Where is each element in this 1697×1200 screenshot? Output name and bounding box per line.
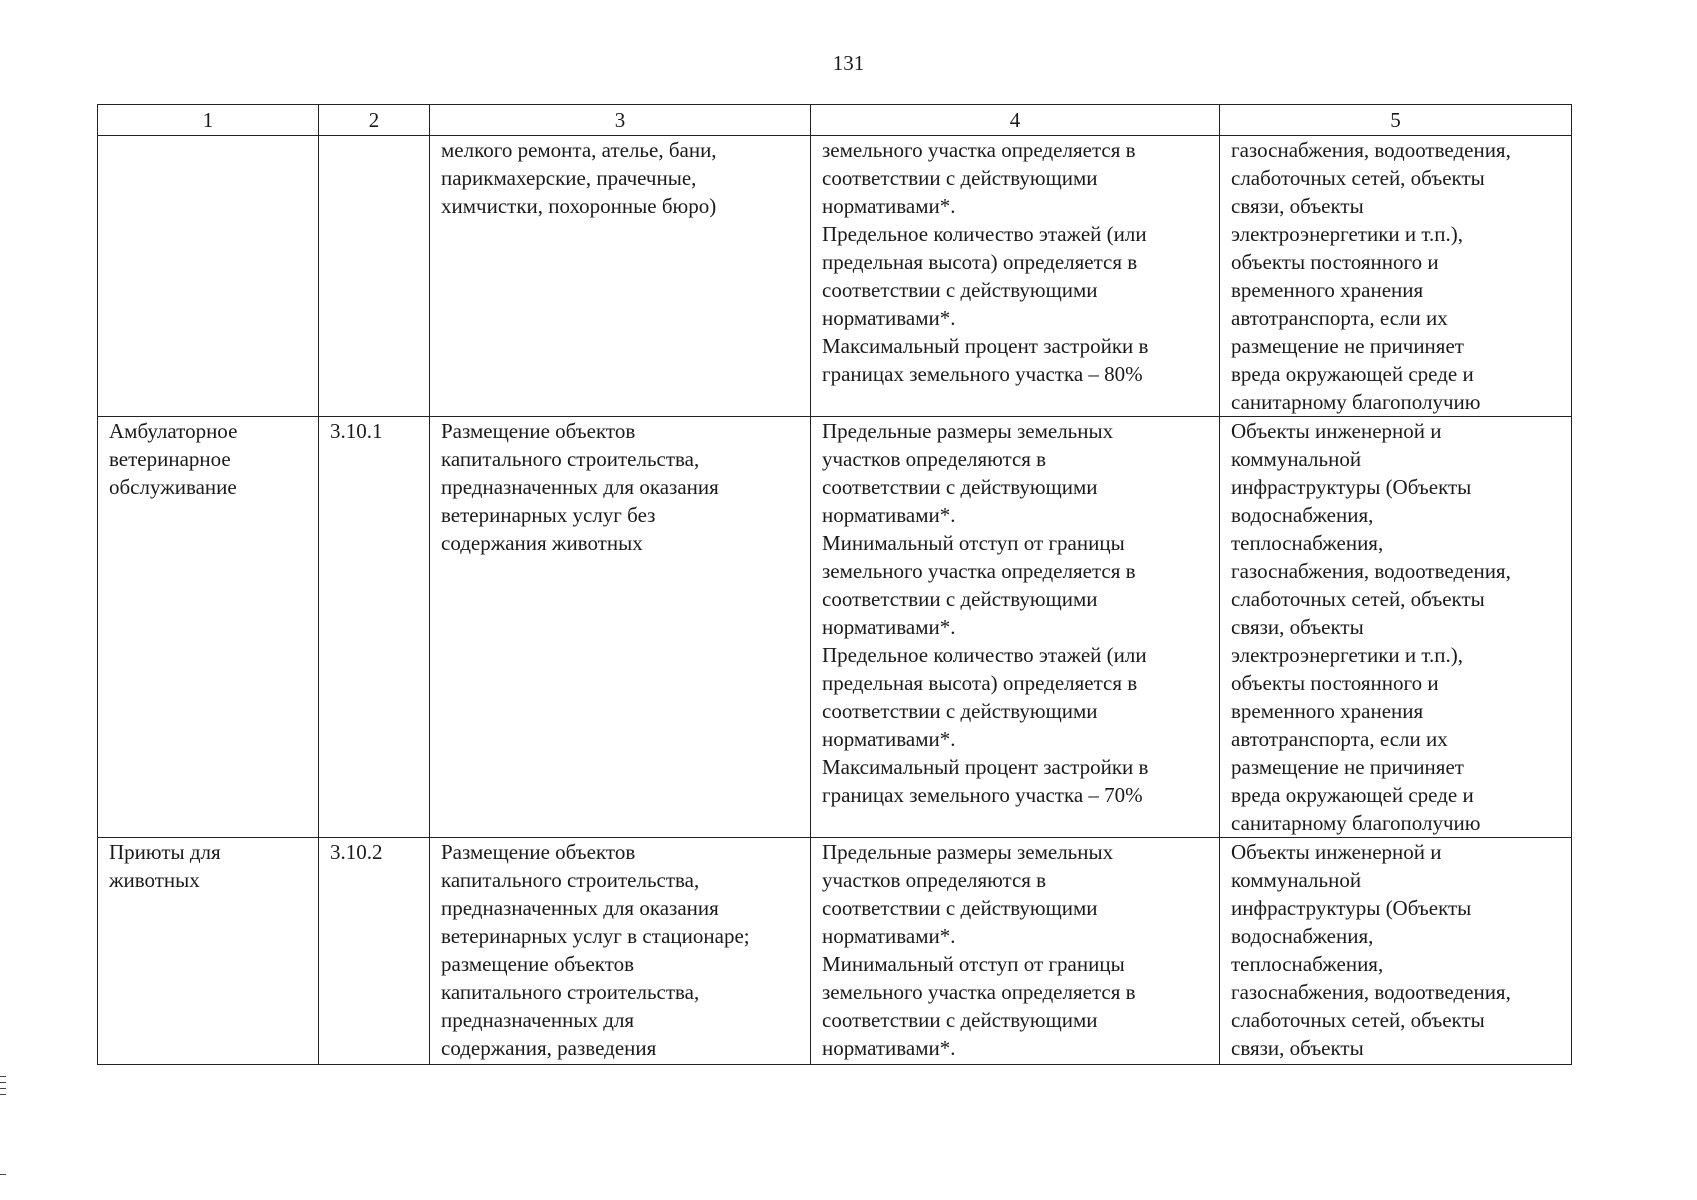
cell-text-line: размещение не причиняет (1231, 755, 1464, 779)
scan-margin-mark (0, 1094, 6, 1095)
code-cell (319, 136, 430, 417)
cell-text-line: предназначенных для оказания (441, 475, 719, 499)
cell-text-line: слаботочных сетей, объекты (1231, 1008, 1485, 1032)
column-header-3: 3 (430, 105, 811, 136)
cell-text-line: предельная высота) определяется в (822, 250, 1138, 274)
cell-text-line: электроэнергетики и т.п.), (1231, 222, 1463, 246)
cell-text-line: Максимальный процент застройки в (822, 334, 1149, 358)
cell-text-line: предназначенных для оказания (441, 896, 719, 920)
cell-text-line: временного хранения (1231, 699, 1424, 723)
parameters-cell (811, 417, 1220, 838)
auxiliary-uses-cell (1220, 838, 1572, 1065)
cell-text-line: нормативами*. (822, 503, 956, 527)
cell-text-line: соответствии с действующими (822, 1008, 1098, 1032)
cell-text-line: водоснабжения, (1231, 924, 1374, 948)
cell-text-line: соответствии с действующими (822, 896, 1098, 920)
cell-text-line: объекты постоянного и (1231, 671, 1439, 695)
cell-text-line: Предельное количество этажей (или (822, 643, 1147, 667)
code-cell: 3.10.1 (319, 417, 430, 838)
cell-text-line: нормативами*. (822, 727, 956, 751)
parameters-cell (811, 136, 1220, 417)
description-cell (430, 838, 811, 1065)
cell-text-line: земельного участка определяется в (822, 138, 1136, 162)
description-cell (430, 136, 811, 417)
cell-text-line: нормативами*. (822, 306, 956, 330)
cell-text-line: соответствии с действующими (822, 475, 1098, 499)
cell-text-line: мелкого ремонта, ателье, бани, (441, 138, 717, 162)
cell-text-line: размещение не причиняет (1231, 334, 1464, 358)
table-row (98, 136, 1572, 417)
cell-text-line: химчистки, похоронные бюро) (441, 194, 717, 218)
cell-text-line: Минимальный отступ от границы (822, 952, 1125, 976)
cell-text-line: теплоснабжения, (1231, 952, 1384, 976)
cell-text-line: газоснабжения, водоотведения, (1231, 559, 1511, 583)
cell-text-line: санитарному благополучию (1231, 811, 1481, 835)
cell-text-line: Размещение объектов (441, 840, 636, 864)
cell-text-line: связи, объекты (1231, 194, 1364, 218)
cell-text-line: электроэнергетики и т.п.), (1231, 643, 1463, 667)
use-type-cell (98, 136, 319, 417)
column-header-1: 1 (98, 105, 319, 136)
cell-text-line: объекты постоянного и (1231, 250, 1439, 274)
page-number: 131 (832, 51, 865, 75)
cell-text-line: Предельные размеры земельных (822, 840, 1114, 864)
cell-text-line: капитального строительства, (441, 868, 700, 892)
cell-text-line: временного хранения (1231, 278, 1424, 302)
column-header-5: 5 (1220, 105, 1572, 136)
cell-text-line: связи, объекты (1231, 615, 1364, 639)
scan-margin-mark (0, 1174, 6, 1175)
cell-text-line: Предельные размеры земельных (822, 419, 1114, 443)
description-cell (430, 417, 811, 838)
cell-text-line: парикмахерские, прачечные, (441, 166, 697, 190)
cell-text-line: капитального строительства, (441, 447, 700, 471)
parameters-cell (811, 838, 1220, 1065)
cell-text-line: обслуживание (109, 475, 237, 499)
land-use-table (97, 104, 1572, 1065)
table-row (98, 417, 1572, 838)
cell-text-line: нормативами*. (822, 615, 956, 639)
cell-text-line: Приюты для (109, 840, 221, 864)
cell-text-line: водоснабжения, (1231, 503, 1374, 527)
use-type-cell (98, 838, 319, 1065)
cell-text-line: предельная высота) определяется в (822, 671, 1138, 695)
code-cell: 3.10.2 (319, 838, 430, 1065)
cell-text-line: вреда окружающей среде и (1231, 362, 1474, 386)
cell-text-line: теплоснабжения, (1231, 531, 1384, 555)
cell-text-line: границах земельного участка – 80% (822, 362, 1143, 386)
cell-text-line: ветеринарных услуг без (441, 503, 656, 527)
cell-text-line: участков определяются в (822, 868, 1047, 892)
cell-text-line: земельного участка определяется в (822, 559, 1136, 583)
scan-margin-mark (0, 1088, 6, 1089)
auxiliary-uses-cell (1220, 136, 1572, 417)
cell-text-line: ветеринарных услуг в стационаре; (441, 924, 750, 948)
cell-text-line: нормативами*. (822, 1036, 956, 1060)
table-row (98, 838, 1572, 1065)
cell-text-line: автотранспорта, если их (1231, 727, 1448, 751)
use-type-cell (98, 417, 319, 838)
cell-text-line: автотранспорта, если их (1231, 306, 1448, 330)
cell-text-line: слаботочных сетей, объекты (1231, 166, 1485, 190)
cell-text-line: инфраструктуры (Объекты (1231, 896, 1472, 920)
cell-text-line: Минимальный отступ от границы (822, 531, 1125, 555)
scan-margin-mark (0, 1076, 6, 1077)
cell-text-line: земельного участка определяется в (822, 980, 1136, 1004)
cell-text-line: соответствии с действующими (822, 278, 1098, 302)
cell-text-line: Объекты инженерной и (1231, 840, 1442, 864)
cell-text-line: границах земельного участка – 70% (822, 783, 1143, 807)
cell-text-line: соответствии с действующими (822, 166, 1098, 190)
cell-text-line: соответствии с действующими (822, 699, 1098, 723)
cell-text-line: связи, объекты (1231, 1036, 1364, 1060)
column-header-4: 4 (811, 105, 1220, 136)
cell-text-line: коммунальной (1231, 447, 1362, 471)
cell-text-line: Объекты инженерной и (1231, 419, 1442, 443)
cell-text-line: Амбулаторное (109, 419, 238, 443)
cell-text-line: содержания, разведения (441, 1036, 657, 1060)
auxiliary-uses-cell (1220, 417, 1572, 838)
cell-text-line: санитарному благополучию (1231, 390, 1481, 414)
cell-text-line: предназначенных для (441, 1008, 635, 1032)
cell-text-line: размещение объектов (441, 952, 635, 976)
cell-text-line: слаботочных сетей, объекты (1231, 587, 1485, 611)
scan-margin-mark (0, 1082, 6, 1083)
cell-text-line: содержания животных (441, 531, 643, 555)
cell-text-line: Максимальный процент застройки в (822, 755, 1149, 779)
cell-text-line: газоснабжения, водоотведения, (1231, 980, 1511, 1004)
cell-text-line: животных (109, 868, 200, 892)
cell-text-line: ветеринарное (109, 447, 231, 471)
cell-text-line: капитального строительства, (441, 980, 700, 1004)
cell-text-line: газоснабжения, водоотведения, (1231, 138, 1511, 162)
cell-text-line: коммунальной (1231, 868, 1362, 892)
cell-text-line: инфраструктуры (Объекты (1231, 475, 1472, 499)
cell-text-line: участков определяются в (822, 447, 1047, 471)
cell-text-line: Размещение объектов (441, 419, 636, 443)
table-header-row (98, 105, 1572, 136)
cell-text-line: Предельное количество этажей (или (822, 222, 1147, 246)
cell-text-line: нормативами*. (822, 924, 956, 948)
column-header-2: 2 (319, 105, 430, 136)
cell-text-line: вреда окружающей среде и (1231, 783, 1474, 807)
cell-text-line: нормативами*. (822, 194, 956, 218)
cell-text-line: соответствии с действующими (822, 587, 1098, 611)
